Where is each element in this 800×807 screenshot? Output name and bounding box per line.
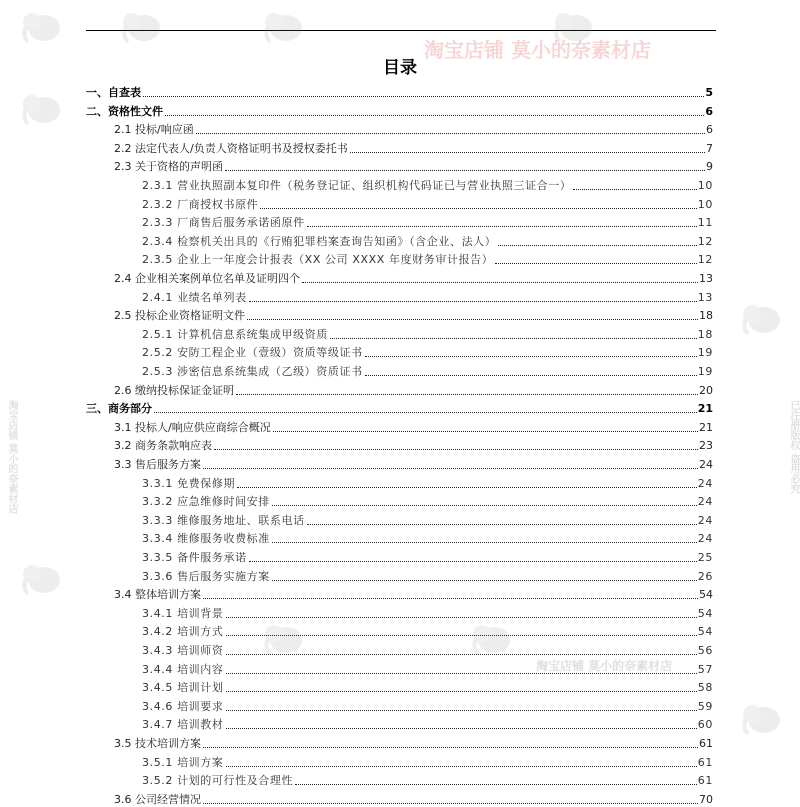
toc-entry[interactable] bbox=[142, 510, 713, 528]
toc-title: 目录 bbox=[383, 58, 417, 78]
toc-entry-title: 3.3 售后服务方案 bbox=[114, 458, 201, 471]
toc-entry-title: 2.1 投标/响应函 bbox=[114, 123, 194, 137]
toc-entry-page-number: 26 bbox=[697, 569, 713, 583]
toc-entry-title: 3.3.2 应急维修时间安排 bbox=[142, 495, 270, 509]
toc-dot-leader bbox=[249, 561, 697, 562]
toc-dot-leader bbox=[247, 319, 698, 320]
toc-entry-title: 3.4.6 培训要求 bbox=[142, 699, 224, 713]
toc-entry-title: 2.3 关于资格的声明函 bbox=[114, 160, 223, 174]
header-rule bbox=[86, 30, 716, 31]
toc-entry-page-number: 11 bbox=[697, 216, 713, 230]
toc-entry-page-number: 7 bbox=[706, 141, 713, 155]
toc-entry[interactable] bbox=[142, 677, 713, 695]
toc-dot-leader bbox=[214, 449, 698, 450]
toc-entry-title: 一、自查表 bbox=[86, 86, 141, 99]
toc-entry-page-number: 21 bbox=[697, 402, 713, 416]
toc-entry-title: 3.3.3 维修服务地址、联系电话 bbox=[142, 513, 305, 527]
toc-entry-page-number: 10 bbox=[697, 179, 713, 192]
elephant-watermark-icon bbox=[740, 300, 784, 338]
toc-entry[interactable] bbox=[142, 621, 713, 639]
toc-entry-title: 3.4.2 培训方式 bbox=[142, 625, 224, 639]
toc-dot-leader bbox=[203, 598, 698, 599]
toc-entry-title: 3.3.5 备件服务承诺 bbox=[142, 551, 247, 564]
toc-dot-leader bbox=[302, 282, 698, 283]
toc-dot-leader bbox=[154, 412, 697, 413]
toc-entry[interactable] bbox=[114, 789, 713, 807]
toc-entry-page-number: 12 bbox=[697, 253, 713, 267]
toc-entry-title: 2.4.1 业绩名单列表 bbox=[142, 290, 247, 304]
toc-entry-title: 3.4.4 培训内容 bbox=[142, 662, 224, 676]
toc-entry[interactable] bbox=[142, 473, 713, 491]
toc-entry-page-number: 9 bbox=[706, 160, 713, 174]
toc-entry[interactable] bbox=[114, 305, 713, 323]
toc-entry[interactable] bbox=[142, 287, 713, 305]
toc-dot-leader bbox=[249, 301, 697, 302]
toc-entry-page-number: 24 bbox=[697, 513, 713, 527]
toc-entry[interactable] bbox=[86, 398, 713, 416]
toc-entry-title: 2.5.2 安防工程企业（壹级）资质等级证书 bbox=[142, 346, 363, 360]
toc-entry-page-number: 6 bbox=[706, 123, 713, 137]
toc-entry[interactable] bbox=[142, 324, 713, 342]
toc-entry[interactable] bbox=[142, 528, 713, 546]
toc-entry-page-number: 61 bbox=[697, 755, 713, 769]
toc-entry-page-number: 24 bbox=[697, 532, 713, 546]
toc-entry-page-number: 60 bbox=[697, 718, 713, 732]
elephant-watermark-icon bbox=[262, 8, 306, 46]
toc-entry-page-number: 70 bbox=[699, 792, 713, 806]
toc-dot-leader bbox=[165, 115, 704, 116]
toc-entry-page-number: 58 bbox=[697, 681, 713, 695]
toc-entry-title: 3.3.1 免费保修期 bbox=[142, 476, 236, 490]
toc-dot-leader bbox=[226, 673, 697, 674]
toc-entry-title: 3.5 技术培训方案 bbox=[114, 737, 201, 750]
toc-dot-leader bbox=[273, 431, 698, 432]
toc-entry-title: 3.5.1 培训方案 bbox=[142, 755, 224, 769]
toc-entry-title: 2.3.2 厂商授权书原件 bbox=[142, 197, 259, 211]
toc-entry-title: 3.4.3 培训师资 bbox=[142, 644, 224, 657]
toc-dot-leader bbox=[226, 617, 697, 618]
toc-entry-page-number: 13 bbox=[697, 290, 713, 304]
toc-entry-page-number: 20 bbox=[699, 383, 713, 397]
toc-dot-leader bbox=[307, 524, 697, 525]
toc-dot-leader bbox=[307, 226, 697, 227]
elephant-watermark-icon bbox=[20, 90, 64, 128]
toc-dot-leader bbox=[226, 710, 697, 711]
toc-entry-page-number: 54 bbox=[697, 606, 713, 620]
toc-entry-title: 3.4.7 培训教材 bbox=[142, 718, 224, 732]
toc-entry-title: 3.5.2 计划的可行性及合理性 bbox=[142, 774, 294, 788]
elephant-watermark-icon bbox=[20, 8, 64, 46]
toc-dot-leader bbox=[573, 189, 696, 190]
toc-entry-page-number: 54 bbox=[697, 625, 713, 639]
toc-entry[interactable] bbox=[142, 491, 713, 509]
toc-dot-leader bbox=[498, 245, 696, 246]
toc-entry[interactable] bbox=[114, 380, 713, 398]
toc-entry-page-number: 61 bbox=[699, 737, 713, 750]
toc-entry[interactable] bbox=[142, 231, 713, 249]
toc-entry-page-number: 54 bbox=[699, 588, 713, 602]
toc-entry-page-number: 59 bbox=[697, 699, 713, 713]
toc-entry-title: 3.1 投标人/响应供应商综合概况 bbox=[114, 420, 271, 434]
elephant-watermark-icon bbox=[552, 8, 596, 46]
toc-entry-title: 三、商务部分 bbox=[86, 402, 152, 416]
toc-entry-title: 2.3.3 厂商售后服务承诺函原件 bbox=[142, 216, 305, 230]
toc-entry-page-number: 19 bbox=[697, 346, 713, 360]
shop-watermark: 淘宝店铺 莫小的奈素材店 bbox=[424, 38, 651, 62]
toc-entry-title: 二、资格性文件 bbox=[86, 104, 163, 118]
toc-entry-title: 2.5.1 计算机信息系统集成甲级资质 bbox=[142, 327, 328, 341]
toc-entry-title: 3.4.5 培训计划 bbox=[142, 681, 224, 695]
toc-dot-leader bbox=[272, 580, 697, 581]
toc-entry-title: 3.4 整体培训方案 bbox=[114, 588, 201, 602]
toc-entry-title: 3.2 商务条款响应表 bbox=[114, 439, 212, 453]
toc-dot-leader bbox=[260, 208, 697, 209]
toc-dot-leader bbox=[225, 170, 705, 171]
toc-entry[interactable] bbox=[114, 417, 713, 435]
toc-entry-page-number: 10 bbox=[697, 197, 713, 211]
toc-entry-page-number: 13 bbox=[699, 272, 713, 285]
toc-entry-page-number: 23 bbox=[699, 439, 713, 453]
toc-entry-page-number: 12 bbox=[697, 234, 713, 248]
toc-entry-title: 2.5.3 涉密信息系统集成（乙级）资质证书 bbox=[142, 365, 363, 378]
toc-dot-leader bbox=[226, 691, 697, 692]
toc-entry[interactable] bbox=[142, 752, 713, 770]
toc-entry[interactable] bbox=[86, 101, 713, 119]
toc-entry-page-number: 56 bbox=[697, 644, 713, 657]
toc-dot-leader bbox=[226, 654, 697, 655]
elephant-watermark-icon bbox=[120, 8, 164, 46]
toc-entry-title: 2.4 企业相关案例单位名单及证明四个 bbox=[114, 272, 300, 285]
toc-entry-page-number: 61 bbox=[697, 774, 713, 788]
toc-entry[interactable] bbox=[114, 584, 713, 602]
toc-entry[interactable] bbox=[142, 342, 713, 360]
vertical-watermark-right: 已注册版权 盗用必究 bbox=[788, 400, 799, 494]
toc-dot-leader bbox=[236, 394, 698, 395]
toc-entry-title: 3.4.1 培训背景 bbox=[142, 606, 224, 620]
toc-dot-leader bbox=[226, 766, 697, 767]
toc-entry[interactable] bbox=[142, 566, 713, 584]
toc-entry[interactable] bbox=[142, 175, 713, 193]
toc-entry-page-number: 24 bbox=[697, 495, 713, 509]
toc-entry-title: 2.3.5 企业上一年度会计报表（XX 公司 XXXX 年度财务审计报告） bbox=[142, 253, 494, 267]
toc-entry-page-number: 18 bbox=[697, 327, 713, 341]
toc-entry[interactable] bbox=[142, 640, 713, 658]
toc-dot-leader bbox=[203, 803, 698, 804]
toc-dot-leader bbox=[203, 468, 698, 469]
toc-dot-leader bbox=[237, 487, 697, 488]
toc-entry-title: 2.6 缴纳投标保证金证明 bbox=[114, 383, 234, 397]
toc-entry-title: 3.3.6 售后服务实施方案 bbox=[142, 569, 270, 583]
vertical-watermark-left: 淘宝店铺 莫小的奈素材店 bbox=[6, 400, 17, 514]
toc-dot-leader bbox=[143, 96, 704, 97]
toc-dot-leader bbox=[272, 542, 697, 543]
toc-entry[interactable] bbox=[114, 156, 713, 174]
toc-entry[interactable] bbox=[114, 138, 713, 156]
toc-entry-page-number: 24 bbox=[699, 458, 713, 471]
toc-entry[interactable] bbox=[142, 770, 713, 788]
toc-entry-page-number: 25 bbox=[697, 551, 713, 564]
toc-dot-leader bbox=[495, 263, 696, 264]
toc-entry-page-number: 21 bbox=[699, 420, 713, 434]
toc-entry-page-number: 18 bbox=[699, 309, 713, 323]
toc-dot-leader bbox=[226, 728, 697, 729]
toc-entry-page-number: 24 bbox=[697, 476, 713, 490]
toc-dot-leader bbox=[226, 635, 697, 636]
toc-entry-title: 3.6 公司经营情况 bbox=[114, 792, 201, 806]
toc-entry-page-number: 19 bbox=[697, 365, 713, 378]
elephant-watermark-icon bbox=[740, 700, 784, 738]
toc-entry-title: 2.3.1 营业执照副本复印件（税务登记证、组织机构代码证已与营业执照三证合一） bbox=[142, 179, 572, 192]
toc-entry[interactable] bbox=[114, 454, 713, 472]
toc-entry-page-number: 6 bbox=[705, 104, 713, 118]
toc-dot-leader bbox=[365, 356, 697, 357]
toc-entry[interactable] bbox=[142, 547, 713, 565]
toc-dot-leader bbox=[330, 338, 697, 339]
toc-entry[interactable] bbox=[114, 268, 713, 286]
toc-dot-leader bbox=[295, 784, 697, 785]
toc-entry[interactable] bbox=[86, 82, 713, 100]
toc-entry[interactable] bbox=[142, 361, 713, 379]
shop-watermark-secondary: 淘宝店铺 莫小的奈素材店 bbox=[536, 659, 673, 673]
toc-entry-title: 2.3.4 检察机关出具的《行贿犯罪档案查询告知函》（含企业、法人） bbox=[142, 234, 497, 248]
toc-dot-leader bbox=[350, 152, 705, 153]
toc-entry[interactable] bbox=[142, 194, 713, 212]
toc-entry[interactable] bbox=[142, 696, 713, 714]
toc-entry[interactable] bbox=[142, 212, 713, 230]
toc-entry[interactable] bbox=[114, 119, 713, 137]
toc-entry[interactable] bbox=[142, 603, 713, 621]
toc-entry[interactable] bbox=[142, 714, 713, 732]
toc-entry-page-number: 57 bbox=[697, 662, 713, 676]
toc-entry[interactable] bbox=[114, 435, 713, 453]
toc-dot-leader bbox=[365, 375, 697, 376]
toc-entry[interactable] bbox=[142, 659, 713, 677]
toc-dot-leader bbox=[203, 747, 698, 748]
elephant-watermark-icon bbox=[20, 560, 64, 598]
toc-dot-leader bbox=[272, 505, 697, 506]
toc-entry-title: 2.2 法定代表人/负责人资格证明书及授权委托书 bbox=[114, 141, 348, 155]
toc-entry-page-number: 5 bbox=[705, 86, 713, 99]
toc-entry-title: 3.3.4 维修服务收费标准 bbox=[142, 532, 270, 546]
toc-entry[interactable] bbox=[114, 733, 713, 751]
toc-entry-title: 2.5 投标企业资格证明文件 bbox=[114, 309, 245, 323]
toc-dot-leader bbox=[196, 133, 705, 134]
toc-entry[interactable] bbox=[142, 249, 713, 267]
